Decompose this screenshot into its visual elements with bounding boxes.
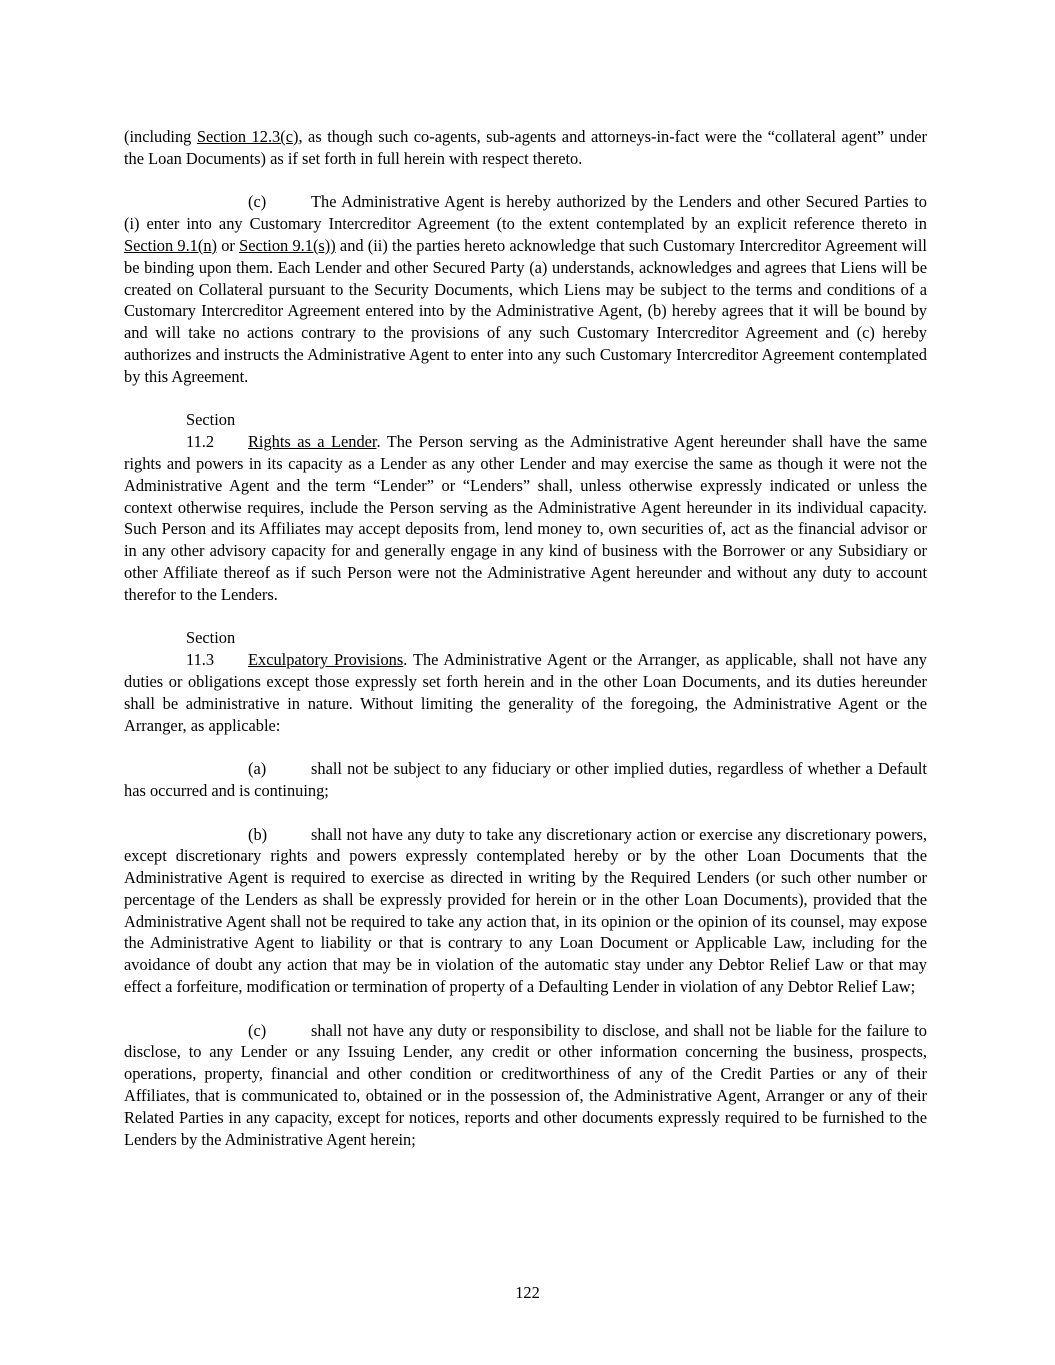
paragraph-continuation: (including Section 12.3(c), as though such co-agents, sub-agents and attorneys-in-fact were the “collateral agent” under the Loan Documents) as if set forth in full herein with respect thereto. bbox=[124, 127, 927, 168]
section-number: Section 11.2 bbox=[186, 410, 236, 452]
clause-label: (c) bbox=[248, 192, 267, 212]
clause-label: (a) bbox=[248, 759, 267, 779]
section-number: Section 11.3 bbox=[186, 628, 236, 670]
section-heading: Rights as a Lender bbox=[248, 432, 377, 452]
section-11-3: Section 11.3 Exculpatory Provisions. The Administrative Agent or the Arranger, as applicable, shall not have any duties or obligations except those expressly set forth herein and in the other Loan Documents, and its duties hereunder shall be administrative in nature. Without limiting the generality of the foregoing, the Administrative Agent or the Arranger, as applicable: bbox=[124, 628, 927, 735]
section-11-2: Section 11.2 Rights as a Lender. The Person serving as the Administrative Agent hereunder shall have the same rights and powers in its capacity as a Lender as any other Lender and may exercise the same as though it were not the Administrative Agent and the term “Lender” or “Lenders” shall, unless otherwise expressly indicated or unless the context otherwise requires, include the Person serving as the Administrative Agent hereunder in its individual capacity. Such Person and its Affiliates may accept deposits from, lend money to, own securities of, act as the financial advisor or in any other advisory capacity for and generally engage in any kind of business with the Borrower or any Subsidiary or other Affiliate thereof as if such Person were not the Administrative Agent hereunder and without any duty to account therefor to the Lenders. bbox=[124, 410, 927, 604]
document-page bbox=[124, 126, 927, 1150]
clause-11-3-a: (a) shall not be subject to any fiduciary or other implied duties, regardless of whether a Default has occurred and is continuing; bbox=[124, 759, 927, 800]
section-reference: Section 12.3(c) bbox=[196, 127, 299, 146]
section-reference: Section 9.1(n) bbox=[124, 235, 217, 255]
clause-11-3-b: (b) shall not have any duty to take any discretionary action or exercise any discretionary powers, except discretionary rights and powers expressly contemplated hereby or by the other Loan Documents that the Administrative Agent is required to exercise as directed in writing by the Required Lenders (or such other number or percentage of the Lenders as shall be expressly provided for herein or in the other Loan Documents), provided that the Administrative Agent shall not be required to take any action that, in its opinion or the opinion of its counsel, may expose the Administrative Agent to liability or that is contrary to any Loan Document or Applicable Law, including for the avoidance of doubt any action that may be in violation of the automatic stay under any Debtor Relief Law or that may effect a forfeiture, modification or termination of property of a Defaulting Lender in violation of any Debtor Relief Law; bbox=[124, 824, 927, 997]
page-number: 122 bbox=[515, 1283, 540, 1302]
paragraph-11-1-c: (c) The Administrative Agent is hereby authorized by the Lenders and other Secured Parties to (i) enter into any Customary Intercreditor Agreement (to the extent contemplated by an explicit reference thereto in Section 9.1(n) or Section 9.1(s)) and (ii) the parties hereto acknowledge that such Customary Intercreditor Agreement will be binding upon them. Each Lender and other Secured Party (a) understands, acknowledges and agrees that Liens will be created on Collateral pursuant to the Security Documents, which Liens may be subject to the terms and conditions of a Customary Intercreditor Agreement entered into by the Administrative Agent, (b) hereby agrees that it will be bound by and will take no actions contrary to the provisions of any such Customary Intercreditor Agreement and (c) hereby authorizes and instructs the Administrative Agent to enter into any such Customary Intercreditor Agreement contemplated by this Agreement. bbox=[124, 192, 927, 386]
clause-label: (b) bbox=[248, 824, 268, 844]
section-reference: Section 9.1(s)) bbox=[239, 235, 336, 255]
clause-label: (c) bbox=[248, 1020, 267, 1040]
section-heading: Exculpatory Provisions bbox=[248, 650, 404, 670]
clause-11-3-c: (c) shall not have any duty or responsibility to disclose, and shall not be liable for the failure to disclose, to any Lender or any Issuing Lender, any credit or other information concerning the business, prospects, operations, property, financial and other condition or creditworthiness of any of the Credit Parties or any of their Affiliates, that is communicated to, obtained or in the possession of, the Administrative Agent, Arranger or any of their Related Parties in any capacity, except for notices, reports and other documents expressly required to be furnished to the Lenders by the Administrative Agent herein; bbox=[124, 1020, 927, 1149]
